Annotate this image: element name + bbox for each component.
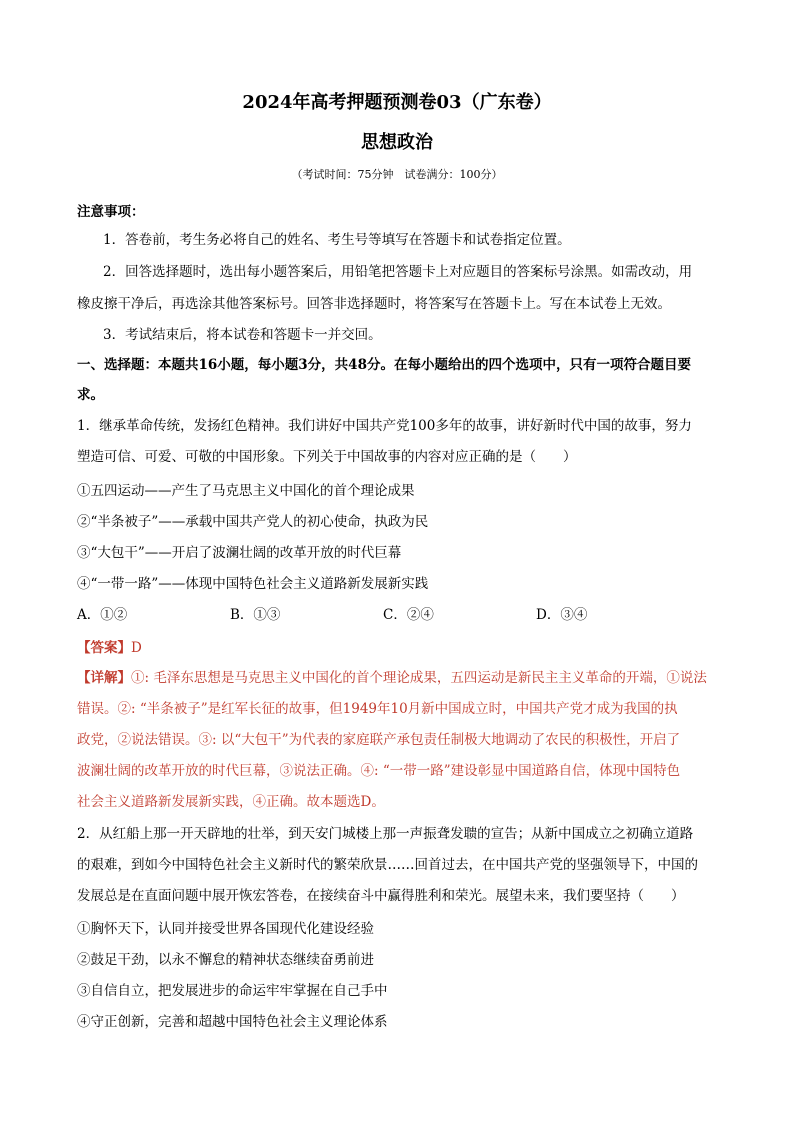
q1-statement-4: ④“一带一路”——体现中国特色社会主义道路新发展新实践 bbox=[77, 576, 429, 592]
q1-detail-1 bbox=[77, 666, 717, 686]
q1-answer bbox=[77, 636, 717, 656]
q1-option-a: A．①② bbox=[77, 607, 128, 623]
notice-item-1: 1．答卷前，考生务必将自己的姓名、考生号等填写在答题卡和试卷指定位置。 bbox=[103, 232, 571, 248]
subject-title: 思想政治 bbox=[361, 132, 433, 153]
notice-item-3: 3．考试结束后，将本试卷和答题卡一并交回。 bbox=[103, 327, 382, 343]
q1-option-b: B．①③ bbox=[230, 607, 281, 623]
question-1-stem-cont: 塑造可信、可爱、可敬的中国形象。下列关于中国故事的内容对应正确的是（ ） bbox=[77, 449, 577, 465]
q1-detail-5: 社会主义道路新发展新实践，④正确。故本题选D。 bbox=[77, 794, 385, 810]
q1-statement-3: ③“大包干”——开启了波澜壮阔的改革开放的时代巨幕 bbox=[77, 545, 402, 561]
q2-statement-3: ③自信自立，把发展进步的命运牢牢掌握在自己手中 bbox=[77, 983, 388, 999]
exam-info: （考试时间：75分钟 试卷满分：100分） bbox=[291, 168, 503, 181]
question-2-stem-cont-2: 发展总是在直面问题中展开恢宏答卷，在接续奋斗中赢得胜利和荣光。展望未来，我们要坚持（ ） bbox=[77, 888, 685, 904]
notice-item-2-cont: 橡皮擦干净后，再选涂其他答案标号。回答非选择题时，将答案写在答题卡上。写在本试卷上无效。 bbox=[77, 296, 671, 312]
q1-option-d: D．③④ bbox=[536, 607, 588, 623]
q1-option-c: C．②④ bbox=[383, 607, 434, 623]
answer-value: D bbox=[131, 640, 142, 656]
q2-statement-1: ①胸怀天下，认同并接受世界各国现代化建设经验 bbox=[77, 921, 374, 937]
q2-statement-4: ④守正创新，完善和超越中国特色社会主义理论体系 bbox=[77, 1014, 388, 1030]
detail-text-1: ①: 毛泽东思想是马克思主义中国化的首个理论成果，五四运动是新民主主义革命的开端，①说法 bbox=[131, 670, 707, 686]
q1-detail-4: 波澜壮阔的改革开放的时代巨幕，③说法正确。④: “一带一路”建设彰显中国道路自信，体现中国特色 bbox=[77, 763, 681, 779]
section-heading: 一、选择题：本题共16小题，每小题3分，共48分。在每小题给出的四个选项中，只有一项符合题目要 bbox=[77, 357, 691, 373]
q1-statement-2: ②“半条被子”——承载中国共产党人的初心使命，执政为民 bbox=[77, 514, 429, 530]
section-heading-cont: 求。 bbox=[77, 387, 104, 403]
answer-tag: 【答案】 bbox=[77, 640, 131, 656]
detail-tag: 【详解】 bbox=[77, 670, 131, 686]
page-title: 2024年高考押题预测卷03（广东卷） bbox=[242, 92, 552, 113]
notice-item-2: 2．回答选择题时，选出每小题答案后，用铅笔把答题卡上对应题目的答案标号涂黑。如需改动，用 bbox=[103, 264, 693, 280]
q2-statement-2: ②鼓足干劲，以永不懈怠的精神状态继续奋勇前进 bbox=[77, 952, 374, 968]
question-1-stem: 1．继承革命传统，发扬红色精神。我们讲好中国共产党100多年的故事，讲好新时代中国的故事，努力 bbox=[77, 418, 692, 434]
q1-detail-2: 错误。②: “半条被子”是红军长征的故事，但1949年10月新中国成立时，中国共产党才成为我国的执 bbox=[77, 701, 678, 717]
q1-detail-3: 政党，②说法错误。③: 以“大包干”为代表的家庭联产承包责任制极大地调动了农民的积极性，开启了 bbox=[77, 732, 681, 748]
notice-heading: 注意事项： bbox=[77, 204, 145, 220]
q1-statement-1: ①五四运动——产生了马克思主义中国化的首个理论成果 bbox=[77, 483, 415, 499]
question-2-stem: 2．从红船上那一开天辟地的壮举，到天安门城楼上那一声振聋发聩的宣告；从新中国成立之初确立道路 bbox=[77, 826, 694, 842]
question-2-stem-cont-1: 的艰难，到如今中国特色社会主义新时代的繁荣欣景……回首过去，在中国共产党的坚强领导下，中国的 bbox=[77, 857, 698, 873]
